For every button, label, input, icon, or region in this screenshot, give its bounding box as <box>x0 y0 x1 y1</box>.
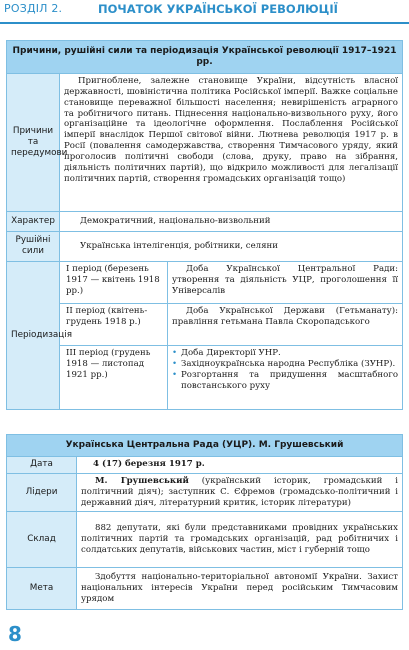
character-label: Характер <box>7 211 60 231</box>
forces-text: Українська інтелігенція, робітники, селяни <box>60 231 403 261</box>
period-3-bullet: • Західноукраїнська народна Республіка (ЗУНР). <box>172 358 396 369</box>
table1-title: Причини, рушійні сили та періодизація Української революції 1917–1921 рр. <box>7 41 403 74</box>
date-text: 4 (17) березня 1917 р. <box>77 456 403 473</box>
section-title: ПОЧАТОК УКРАЇНСЬКОЇ РЕВОЛЮЦІЇ <box>98 2 338 16</box>
period-1-desc: Доба Української Центральної Ради: утворення та діяльність УЦР, проголошення її Універсалів <box>168 261 403 303</box>
forces-label: Рушійні сили <box>7 231 60 261</box>
bullet-icon: • <box>172 358 178 369</box>
character-text: Демократичний, національно-визвольний <box>60 211 403 231</box>
period-1-name: І період (березень 1917 — квітень 1918 рр.) <box>60 261 168 303</box>
goal-text: Здобуття національно-територіальної автономії України. Захист національних інтересів України перед російським Тимчасовим урядом <box>77 567 403 609</box>
bullet-icon: • <box>172 347 178 358</box>
composition-text: 882 депутати, які були представниками провідних українських політичних партій та громадських організацій, рад робітничих і солдатських депутатів, військових частин, міст і губерній тощо <box>77 511 403 567</box>
periods-label: Періодизація <box>7 261 60 409</box>
causes-text: Пригноблене, залежне становище України, відсутність власної державності, шовіністична політика Російської імперії. Важке соціальне становище переважної більшості населення; невирішеність аграрного та робітничого питань. Піднесення національно-визвольного руху, його організаційне та ідеологічне оформлення. Послаблення Російської імперії внаслідок Першої світової війни. Лютнева революція 1917 р. в Росії (повалення самодержавства, створення Тимчасового уряду, який проголосив політичні свободи (слова, друку, право на зібрання, діяльність політичних партій), що відкрило можливості для легалізації політичних партій, створення громадських організацій тощо) <box>60 73 403 211</box>
leaders-text: М. Грушевський (український історик, громадський і політичний діяч); заступник С. Єфремов (громадсько-політичний і державний діяч, літературний критик, історик літератури) <box>77 473 403 511</box>
causes-label: Причини та передумови <box>7 73 60 211</box>
date-label: Дата <box>7 456 77 473</box>
period-2-desc: Доба Української Держави (Гетьманату): правління гетьмана Павла Скоропадського <box>168 303 403 345</box>
goal-label: Мета <box>7 567 77 609</box>
period-2-name: ІІ період (квітень-грудень 1918 р.) <box>60 303 168 345</box>
bullet-icon: • <box>172 369 178 380</box>
page-number: 8 <box>8 622 22 646</box>
period-3-desc <box>168 345 403 409</box>
leaders-label: Лідери <box>7 473 77 511</box>
leader-name: М. Грушевський <box>95 475 189 486</box>
table2-title: Українська Центральна Рада (УЦР). М. Грушевський <box>7 435 403 457</box>
revolution-causes-table <box>6 40 403 410</box>
period-3-bullet: • Доба Директорії УНР. <box>172 347 281 358</box>
period-3-bullet: • Розгортання та придушення масштабного повстанського руху <box>172 369 398 391</box>
central-rada-table <box>6 434 403 610</box>
period-3-name: ІІІ період (грудень 1918 — листопад 1921 рр.) <box>60 345 168 409</box>
section-label: РОЗДІЛ 2. <box>4 2 63 15</box>
page-header <box>0 0 409 24</box>
composition-label: Склад <box>7 511 77 567</box>
